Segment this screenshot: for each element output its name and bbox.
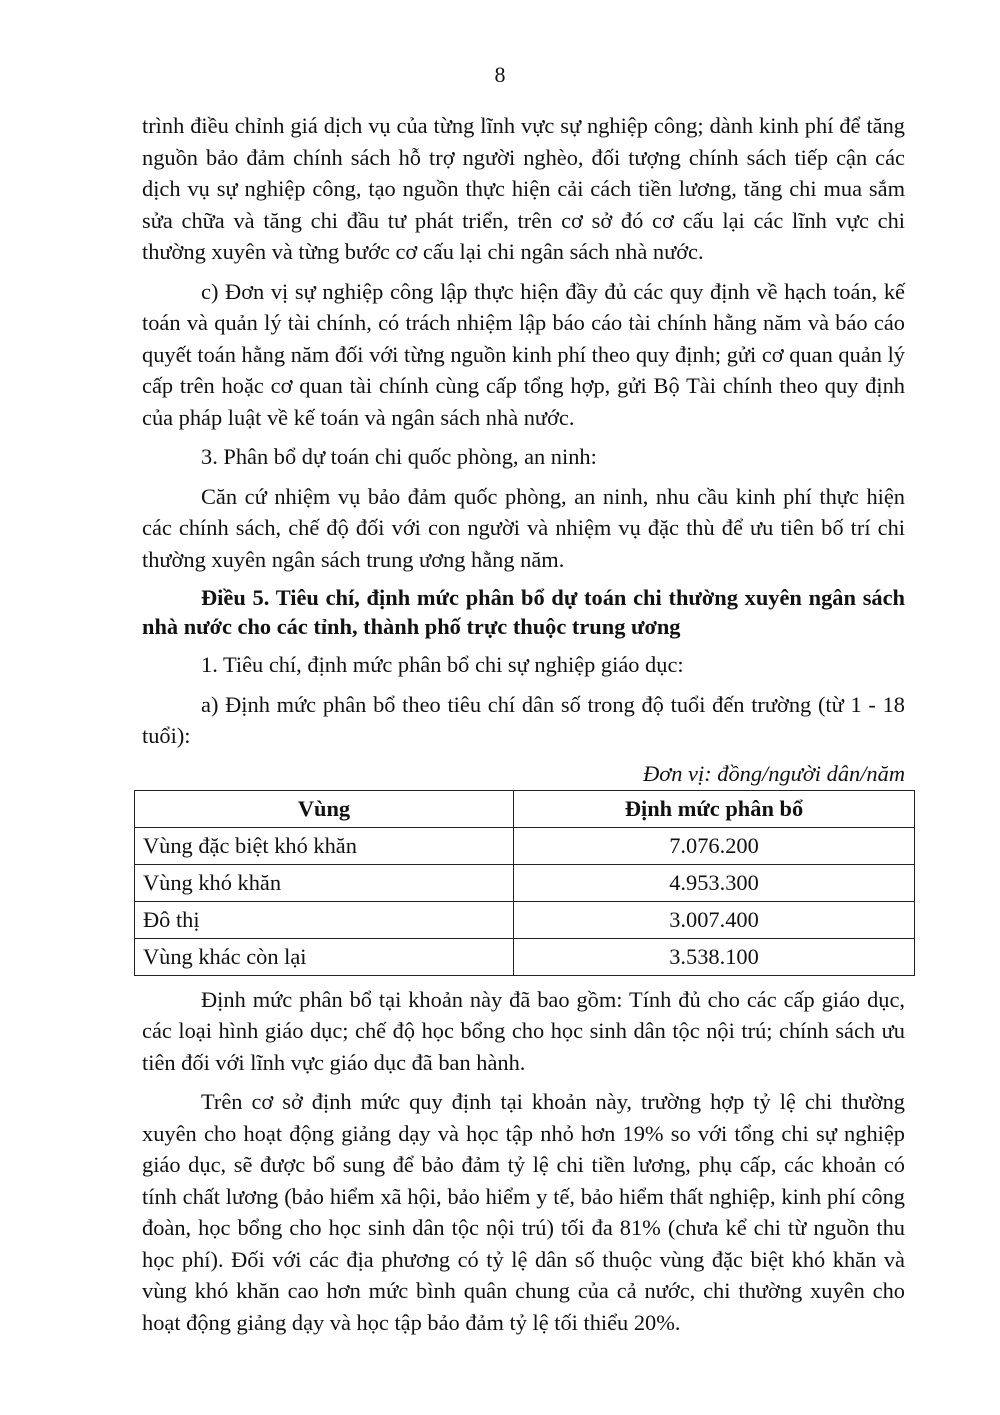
- table-row: [135, 938, 915, 975]
- paragraph-item-a: a) Định mức phân bổ theo tiêu chí dân số trong độ tuổi đến trường (từ 1 - 18 tuổi):: [142, 691, 905, 748]
- paragraph-norm-includes: Định mức phân bổ tại khoản này đã bao gồm: Tính đủ cho các cấp giáo dục, các loại hình giáo dục; chế độ học bổng cho học sinh dân tộc nội trú; chính sách ưu tiên đối với lĩnh vực giáo dục đã ban hành.: [142, 986, 905, 1075]
- table-header-region: Vùng: [135, 790, 514, 827]
- unit-note: Đơn vị: đồng/người dân/năm: [643, 760, 905, 786]
- paragraph-clause-c: c) Đơn vị sự nghiệp công lập thực hiện đầy đủ các quy định về hạch toán, kế toán và quản lý tài chính, có trách nhiệm lập báo cáo tài chính hằng năm và báo cáo quyết toán hằng năm đối với từng nguồn kinh phí theo quy định; gửi cơ quan quản lý cấp trên hoặc cơ quan tài chính cùng cấp tổng hợp, gửi Bộ Tài chính theo quy định của pháp luật về kế toán và ngân sách nhà nước.: [142, 278, 905, 430]
- table-cell-norm: 3.538.100: [514, 938, 915, 975]
- table-cell-norm: 7.076.200: [514, 827, 915, 864]
- table-row: [135, 827, 915, 864]
- table-cell-norm: 3.007.400: [514, 901, 915, 938]
- paragraph-item-1: 1. Tiêu chí, định mức phân bổ chi sự nghiệp giáo dục:: [201, 652, 684, 677]
- paragraph-continuation: trình điều chỉnh giá dịch vụ của từng lĩnh vực sự nghiệp công; dành kinh phí để tăng nguồn bảo đảm chính sách hỗ trợ người nghèo, đối tượng chính sách tiếp cận các dịch vụ sự nghiệp công, tạo nguồn thực hiện cải cách tiền lương, tăng chi mua sắm sửa chữa và tăng chi đầu tư phát triển, trên cơ sở đó cơ cấu lại các lĩnh vực chi thường xuyên và từng bước cơ cấu lại chi ngân sách nhà nước.: [142, 113, 905, 264]
- table-cell-region: Vùng khó khăn: [135, 864, 514, 901]
- paragraph-section-3-title: 3. Phân bổ dự toán chi quốc phòng, an ninh:: [201, 444, 597, 469]
- article-5-heading: Điều 5. Tiêu chí, định mức phân bổ dự toán chi thường xuyên ngân sách nhà nước cho các tỉnh, thành phố trực thuộc trung ương: [142, 585, 905, 639]
- page-number: 8: [494, 62, 506, 87]
- table-cell-region: Vùng đặc biệt khó khăn: [135, 827, 514, 864]
- paragraph-section-3-body: Căn cứ nhiệm vụ bảo đảm quốc phòng, an ninh, nhu cầu kinh phí thực hiện các chính sách, chế độ đối với con người và nhiệm vụ đặc thù để ưu tiên bố trí chi thường xuyên ngân sách trung ương hằng năm.: [142, 483, 905, 572]
- table-cell-norm: 4.953.300: [514, 864, 915, 901]
- table-row: [135, 864, 915, 901]
- table-cell-region: Đô thị: [135, 901, 514, 938]
- allocation-table: [134, 790, 915, 976]
- document-body: [142, 110, 905, 1346]
- paragraph-supplement-rule: Trên cơ sở định mức quy định tại khoản này, trường hợp tỷ lệ chi thường xuyên cho hoạt động giảng dạy và học tập nhỏ hơn 19% so với tổng chi sự nghiệp giáo dục, sẽ được bổ sung để bảo đảm tỷ lệ chi tiền lương, phụ cấp, các khoản có tính chất lương (bảo hiểm xã hội, bảo hiểm y tế, bảo hiểm thất nghiệp, kinh phí công đoàn, học bổng cho học sinh dân tộc nội trú) tối đa 81% (chưa kể chi từ nguồn thu học phí). Đối với các địa phương có tỷ lệ dân số thuộc vùng đặc biệt khó khăn và vùng khó khăn cao hơn mức bình quân chung của cả nước, chi thường xuyên cho hoạt động giảng dạy và học tập bảo đảm tỷ lệ tối thiểu 20%.: [142, 1089, 905, 1335]
- table-header-row: [135, 790, 915, 827]
- table-row: [135, 901, 915, 938]
- table-header-norm: Định mức phân bổ: [514, 790, 915, 827]
- table-cell-region: Vùng khác còn lại: [135, 938, 514, 975]
